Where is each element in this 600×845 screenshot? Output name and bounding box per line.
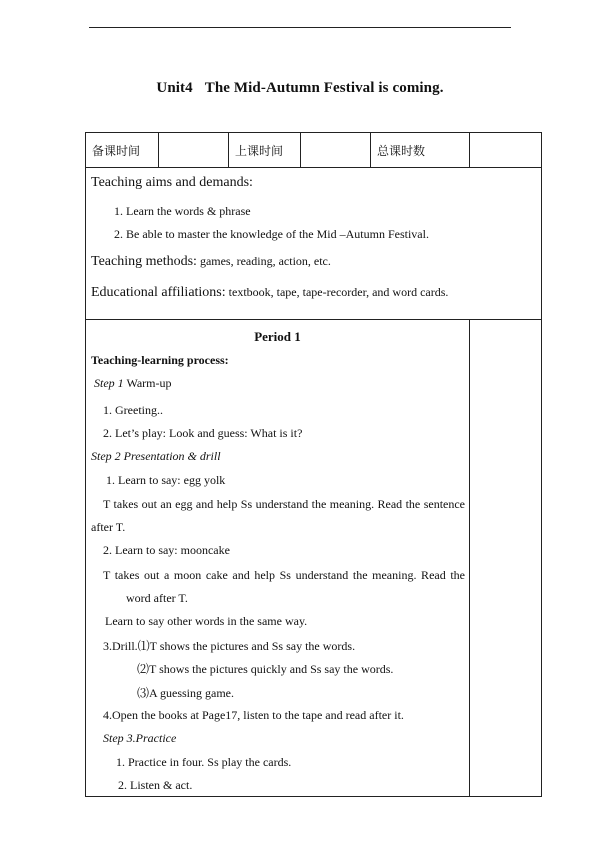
step2-item-1-desc: T takes out an egg and help Ss understand the meaning. Read the sentence xyxy=(103,497,465,511)
step1-item-1: 1. Greeting.. xyxy=(103,403,163,417)
step1-text: Warm-up xyxy=(123,376,172,390)
aims-label: Teaching aims and demands: xyxy=(91,175,253,190)
process-label: Teaching-learning process: xyxy=(91,353,229,367)
title-text: The Mid-Autumn Festival is coming. xyxy=(204,80,444,96)
step2-item-1-desc-cont: after T. xyxy=(91,520,126,534)
page-title xyxy=(0,80,600,97)
aim-item-2: 2. Be able to master the knowledge of the Mid –Autumn Festival. xyxy=(114,227,429,241)
step2-item-2-desc-cont: word after T. xyxy=(126,591,188,605)
column-divider xyxy=(469,320,470,796)
unit-label: Unit4 xyxy=(156,80,193,96)
teaching-aims-section xyxy=(85,167,542,320)
step3-item-2: 2. Listen & act. xyxy=(118,778,193,792)
step3-item-1: 1. Practice in four. Ss play the cards. xyxy=(116,755,292,769)
class-time-label: 上课时间 xyxy=(229,133,301,167)
step2-item-2: 2. Learn to say: mooncake xyxy=(103,543,230,557)
methods-line xyxy=(91,254,331,270)
methods-label: Teaching methods: xyxy=(91,254,197,269)
header-row xyxy=(85,132,542,168)
step2-label: Step 2 Presentation & drill xyxy=(91,449,221,463)
prep-time-label: 备课时间 xyxy=(86,133,159,167)
step2-item-2-note: Learn to say other words in the same way. xyxy=(105,614,308,628)
step1-item-2: 2. Let’s play: Look and guess: What is it? xyxy=(103,426,303,440)
step2-drill-1: 3.Drill.⑴T shows the pictures and Ss say the words. xyxy=(103,639,356,653)
step2-item-2-desc: T takes out a moon cake and help Ss understand the meaning. Read the xyxy=(103,568,465,582)
affiliations-label: Educational affiliations: xyxy=(91,285,226,300)
step3-label: Step 3.Practice xyxy=(103,731,177,745)
top-rule xyxy=(89,27,511,28)
methods-value: games, reading, action, etc. xyxy=(196,254,331,268)
aim-item-1: 1. Learn the words & phrase xyxy=(114,204,251,218)
class-time-value[interactable] xyxy=(301,133,371,167)
affiliations-line xyxy=(91,285,448,301)
affiliations-value: textbook, tape, tape-recorder, and word cards. xyxy=(225,285,449,299)
step2-item-1: 1. Learn to say: egg yolk xyxy=(106,473,226,487)
total-hours-label: 总课时数 xyxy=(371,133,470,167)
step2-item-4: 4.Open the books at Page17, listen to the tape and read after it. xyxy=(103,708,404,722)
period-section xyxy=(85,319,542,797)
step2-drill-2: ⑵T shows the pictures quickly and Ss say the words. xyxy=(137,662,394,676)
total-hours-value[interactable] xyxy=(470,133,541,167)
step1-line xyxy=(94,376,171,391)
prep-time-value[interactable] xyxy=(159,133,229,167)
step2-drill-3: ⑶A guessing game. xyxy=(137,686,234,700)
step1-label: Step 1 xyxy=(94,376,124,390)
period-title: Period 1 xyxy=(254,329,301,344)
